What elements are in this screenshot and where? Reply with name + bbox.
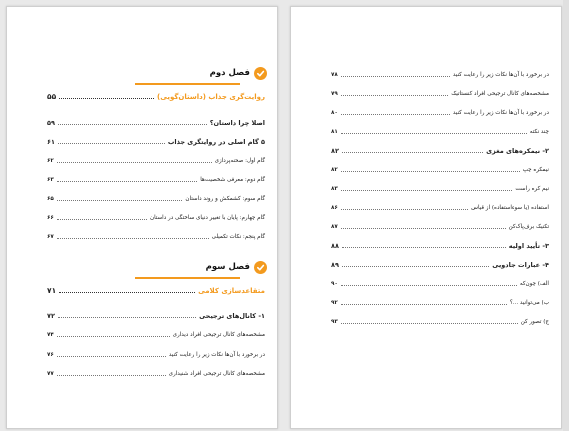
toc-page-number: ۷۶ xyxy=(47,352,54,358)
toc-page-number: ۶۷ xyxy=(47,234,54,240)
toc-entry[interactable] xyxy=(331,107,549,117)
toc-page-number: ۶۱ xyxy=(47,138,55,146)
toc-page-number: ۸۲ xyxy=(331,167,338,173)
chapter-title: فصل سوم xyxy=(205,262,250,272)
toc-entry-title: در برخورد با آن‌ها نکات زیر را رعایت کنید xyxy=(452,110,549,116)
toc-entry[interactable] xyxy=(331,69,549,79)
dot-leader xyxy=(59,97,154,99)
toc-page-number: ۸۰ xyxy=(331,110,338,116)
toc-entry-title: ۴- عبارات جادویی xyxy=(492,261,549,269)
toc-entry-title: استفاده (یا سوءاستفاده) از قیاس xyxy=(471,205,549,211)
toc-entry-title: نیم کره راست xyxy=(515,186,549,192)
toc-entry[interactable] xyxy=(331,240,549,250)
toc-entry-title: اصلا چرا داستان؟ xyxy=(209,119,265,127)
dot-leader xyxy=(341,284,517,286)
toc-page-right xyxy=(290,6,562,429)
dot-leader xyxy=(341,75,450,77)
toc-entry[interactable] xyxy=(331,202,549,212)
dot-leader xyxy=(341,227,506,229)
toc-page-number: ۶۵ xyxy=(47,196,54,202)
toc-entry[interactable] xyxy=(331,316,549,326)
chapter-heading xyxy=(187,259,267,275)
toc-entry-title: گام اول: صحنه‌پردازی xyxy=(214,158,265,164)
toc-page-number: ۸۷ xyxy=(331,224,338,230)
toc-page-number: ۸۲ xyxy=(331,147,339,155)
check-circle-icon xyxy=(254,67,267,80)
toc-entry-title: ۱- کانال‌های ترجیحی xyxy=(199,312,265,320)
toc-entry[interactable] xyxy=(331,183,549,193)
toc-entry-title: مشخصه‌های کانال ترجیحی افراد شنیداری xyxy=(168,371,265,377)
toc-entry-title: گام پنجم: نکات تکمیلی xyxy=(211,234,265,240)
toc-page-number: ۷۷ xyxy=(47,371,54,377)
toc-entry[interactable] xyxy=(331,164,549,174)
toc-page-number: ۷۹ xyxy=(331,91,338,97)
toc-section-entry[interactable] xyxy=(47,91,265,101)
chapter-underline xyxy=(135,277,240,279)
dot-leader xyxy=(342,246,506,248)
toc-page-number: ۸۹ xyxy=(331,261,339,269)
dot-leader xyxy=(58,316,196,318)
toc-page-number: ۶۲ xyxy=(47,158,54,164)
toc-entry[interactable] xyxy=(47,310,265,320)
toc-entry-title: در برخورد با آن‌ها نکات زیر را رعایت کنید xyxy=(168,352,265,358)
toc-entry[interactable] xyxy=(47,117,265,127)
toc-entry[interactable] xyxy=(331,278,549,288)
dot-leader xyxy=(57,237,209,239)
toc-entry-title: مشخصه‌های کانال ترجیحی افراد دیداری xyxy=(172,332,265,338)
toc-entry-title: چند نکته xyxy=(529,129,549,135)
check-circle-icon xyxy=(254,261,267,274)
chapter-underline xyxy=(135,83,240,85)
toc-entry[interactable] xyxy=(47,155,265,165)
toc-entry-title: ۵ گام اصلی در روایتگری جذاب xyxy=(167,138,265,146)
dot-leader xyxy=(342,151,483,153)
toc-page-number: ۹۳ xyxy=(331,319,338,325)
chapter-heading xyxy=(187,65,267,81)
dot-leader xyxy=(58,123,207,125)
dot-leader xyxy=(341,208,468,210)
chapter-title: فصل دوم xyxy=(209,68,250,78)
dot-leader xyxy=(57,355,166,357)
toc-entry-title: مشخصه‌های کانال ترجیحی افراد کنستاتیک xyxy=(451,91,549,97)
toc-entry[interactable] xyxy=(47,329,265,339)
dot-leader xyxy=(57,180,197,182)
dot-leader xyxy=(341,94,448,96)
toc-entry-title: ۳- تأیید اولیه xyxy=(508,242,549,250)
toc-entry[interactable] xyxy=(47,212,265,222)
toc-entry[interactable] xyxy=(331,88,549,98)
toc-page-number: ۸۱ xyxy=(331,129,338,135)
toc-entry-title: در برخورد با آن‌ها نکات زیر را رعایت کنید xyxy=(452,72,549,78)
toc-page-number: ۵۹ xyxy=(47,119,55,127)
toc-entry-title: تکنیک برف‌پاک‌کن xyxy=(508,224,549,230)
toc-entry[interactable] xyxy=(47,349,265,359)
dot-leader xyxy=(57,161,212,163)
dot-leader xyxy=(57,218,147,220)
toc-page-number: ۷۲ xyxy=(47,312,55,320)
toc-entry-title: ۲- نیمکره‌های مغزی xyxy=(486,147,549,155)
toc-entry-title: گام دوم: معرفی شخصیت‌ها xyxy=(200,177,265,183)
toc-entry[interactable] xyxy=(47,174,265,184)
dot-leader xyxy=(57,335,170,337)
toc-page-left xyxy=(6,6,278,429)
toc-entry[interactable] xyxy=(47,368,265,378)
dot-leader xyxy=(341,189,513,191)
dot-leader xyxy=(341,113,450,115)
dot-leader xyxy=(57,199,183,201)
viewer-scrollbar[interactable] xyxy=(563,0,569,431)
dot-leader xyxy=(58,142,165,144)
toc-entry[interactable] xyxy=(331,259,549,269)
toc-entry-title: گام سوم: کشمکش و روند داستان xyxy=(185,196,265,202)
toc-page-number: ۶۶ xyxy=(47,215,54,221)
toc-entry[interactable] xyxy=(331,297,549,307)
toc-entry[interactable] xyxy=(47,136,265,146)
toc-entry-title: الف) چون‌که xyxy=(519,281,549,287)
toc-entry[interactable] xyxy=(331,221,549,231)
dot-leader xyxy=(59,291,195,293)
toc-section-title: روایت‌گری جذاب (داستان‌گویی) xyxy=(157,93,265,101)
toc-page-number: ۸۸ xyxy=(331,242,339,250)
toc-entry-title: ج) تصور کن xyxy=(520,319,549,325)
toc-page-number: ۷۴ xyxy=(47,332,54,338)
dot-leader xyxy=(341,170,520,172)
toc-page-number: ۷۸ xyxy=(331,72,338,78)
toc-entry-title: ب) می‌توانید ...؟ xyxy=(509,300,549,306)
toc-page-number: ۷۱ xyxy=(47,286,57,295)
toc-section-entry[interactable] xyxy=(47,285,265,295)
toc-section-title: متقاعدسازی کلامی xyxy=(198,287,265,295)
toc-page-number: ۹۲ xyxy=(331,300,338,306)
dot-leader xyxy=(341,322,518,324)
dot-leader xyxy=(57,374,166,376)
toc-entry[interactable] xyxy=(47,193,265,203)
toc-entry[interactable] xyxy=(331,145,549,155)
toc-page-number: ۸۶ xyxy=(331,205,338,211)
toc-page-number: ۹۰ xyxy=(331,281,338,287)
toc-page-number: ۶۳ xyxy=(47,177,54,183)
dot-leader xyxy=(341,303,507,305)
toc-page-number: ۵۵ xyxy=(47,92,57,101)
dot-leader xyxy=(341,132,527,134)
toc-entry-title: گام چهارم: پایان با تغییر دنیای ساختگی در داستان xyxy=(150,215,265,221)
toc-page-number: ۸۳ xyxy=(331,186,338,192)
toc-entry[interactable] xyxy=(47,231,265,241)
toc-entry[interactable] xyxy=(331,126,549,136)
dot-leader xyxy=(342,265,489,267)
toc-entry-title: نیمکره چپ xyxy=(522,167,549,173)
